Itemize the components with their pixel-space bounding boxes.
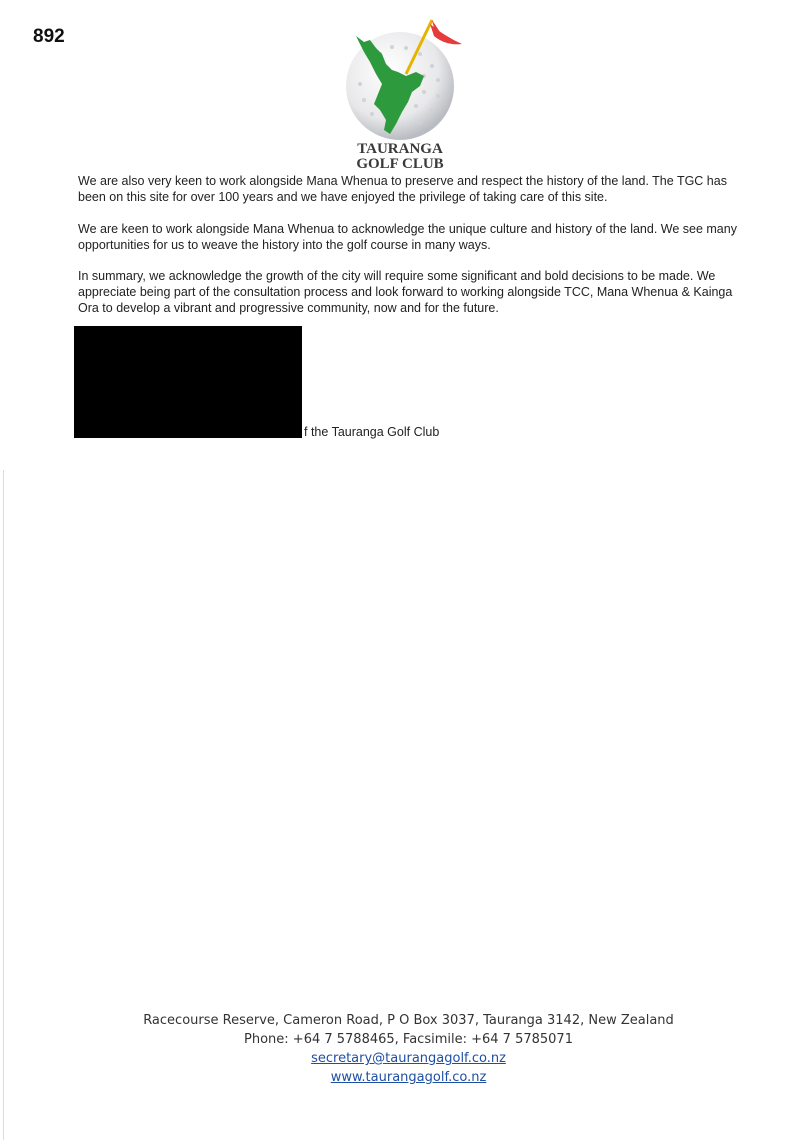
- paragraph-summary: In summary, we acknowledge the growth of the city will require some significant and bold decisions to be made. We appreciate being part of the consultation process and look forward to working alongside TCC, Mana Whenua & Kainga Ora to develop a vibrant and progressive community, now and for the future.: [78, 269, 733, 315]
- logo-title-line2: GOLF CLUB: [356, 156, 444, 172]
- redaction-block: [74, 326, 302, 438]
- logo-title-line1: TAURANGA: [357, 141, 443, 157]
- scan-edge: [3, 470, 4, 1140]
- footer-address: Racecourse Reserve, Cameron Road, P O Box 3037, Tauranga 3142, New Zealand: [143, 1013, 674, 1028]
- paragraph-heritage: We are also very keen to work alongside Mana Whenua to preserve and respect the history of the land. The TGC has been on this site for over 100 years and we have enjoyed the privilege of taking care of this site.: [78, 174, 727, 204]
- club-logo: [320, 14, 480, 184]
- paragraph-culture: We are keen to work alongside Mana Whenua to acknowledge the unique culture and history of the land. We see many opportunities for us to weave the history into the golf course in many ways.: [78, 222, 737, 252]
- golf-ball-map-icon: [320, 14, 480, 144]
- signature-line: f the Tauranga Golf Club: [304, 425, 440, 439]
- footer-email-link[interactable]: secretary@taurangagolf.co.nz: [311, 1051, 506, 1066]
- page-number: 892: [33, 26, 65, 47]
- footer-website-link[interactable]: www.taurangagolf.co.nz: [330, 1070, 487, 1085]
- footer-phone-fax: Phone: +64 7 5788465, Facsimile: +64 7 5785071: [244, 1032, 573, 1047]
